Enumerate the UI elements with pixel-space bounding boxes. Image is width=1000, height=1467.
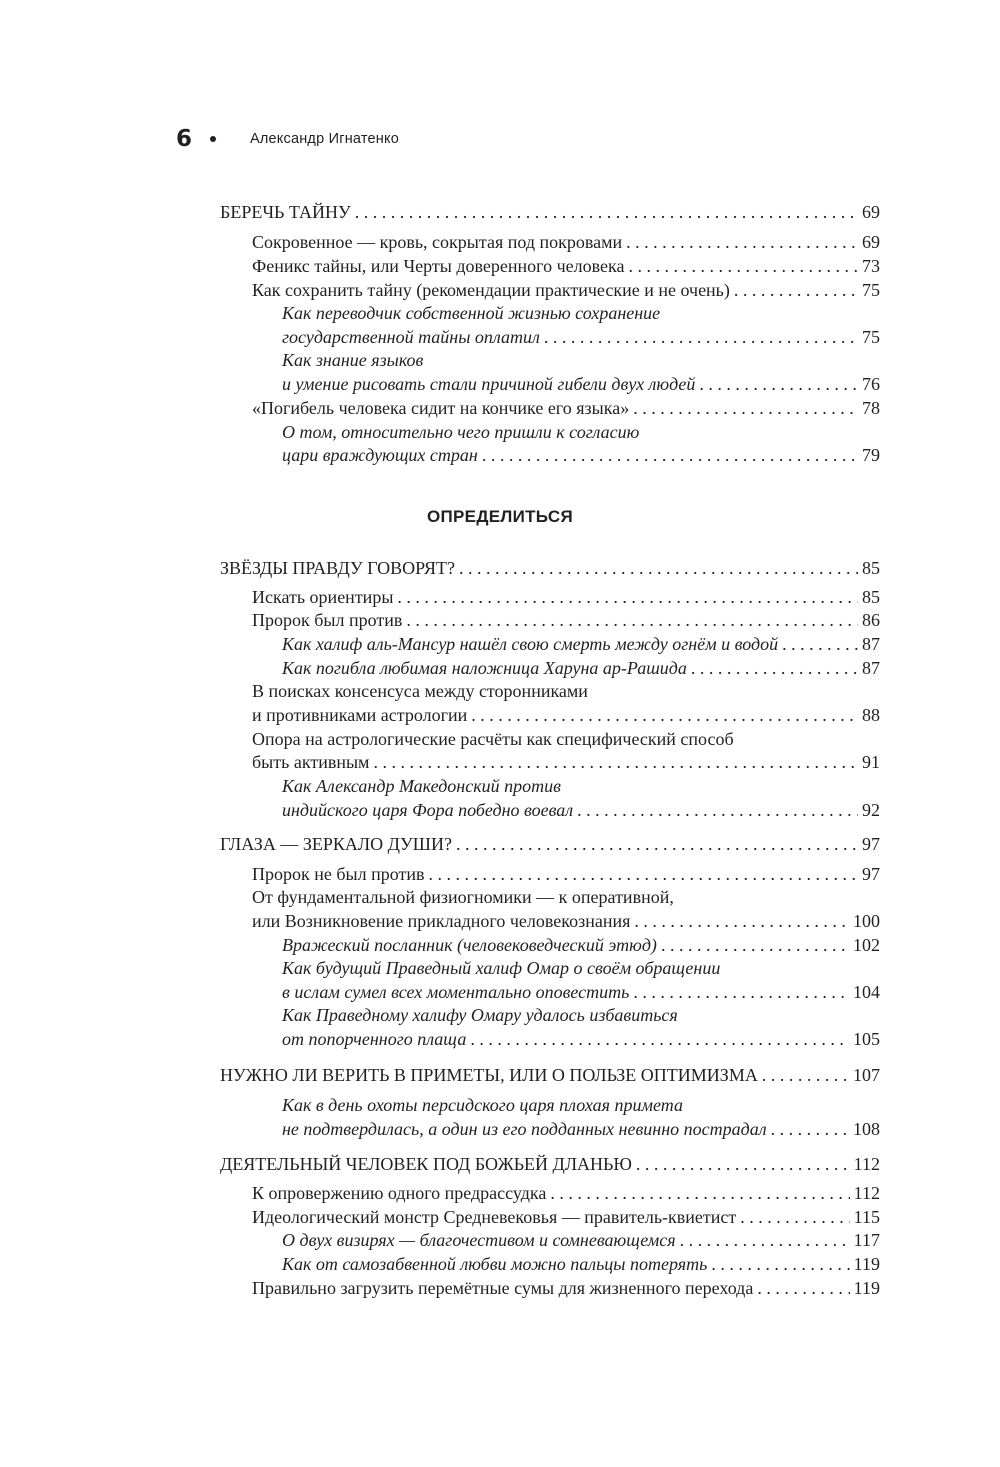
toc-story	[282, 774, 880, 798]
toc-entry-page: 112	[853, 1183, 880, 1203]
toc-story	[282, 1027, 880, 1051]
toc-entry-page: 97	[862, 834, 880, 854]
toc-entry-page: 79	[862, 445, 880, 465]
toc-entry-title: Пророк был против	[252, 610, 403, 630]
toc-entry-page: 108	[853, 1119, 880, 1139]
toc-entry-title: и умение рисовать стали причиной гибели двух людей	[282, 374, 696, 394]
toc-story	[282, 325, 880, 349]
toc-subsection	[252, 230, 880, 254]
toc-entry-title: Как сохранить тайну (рекомендации практические и не очень)	[252, 280, 730, 300]
toc-entry-title: Как Праведному халифу Омару удалось избавиться	[282, 1005, 678, 1025]
toc-entry-page: 88	[862, 705, 880, 725]
toc-subsection	[252, 909, 880, 933]
toc-entry-title: в ислам сумел всех моментально оповестить	[282, 982, 630, 1002]
toc-subsection	[252, 885, 880, 909]
toc-entry-title: О двух визирях — благочестивом и сомневающемся	[282, 1230, 676, 1250]
toc-entry-title: О том, относительно чего пришли к согласию	[282, 422, 640, 442]
toc-story	[282, 656, 880, 680]
section-title: ОПРЕДЕЛИТЬСЯ	[427, 507, 573, 526]
toc-story	[282, 372, 880, 396]
toc-entry-title: цари враждующих стран	[282, 445, 478, 465]
toc-entry-title: НУЖНО ЛИ ВЕРИТЬ В ПРИМЕТЫ, ИЛИ О ПОЛЬЗЕ ОПТИМИЗМА	[220, 1065, 758, 1085]
toc-entry-page: 97	[862, 864, 880, 884]
toc-entry-page: 75	[862, 327, 880, 347]
toc-story	[282, 933, 880, 957]
toc-entry-title: Как будущий Праведный халиф Омар о своём обращении	[282, 958, 721, 978]
toc-entry-title: Феникс тайны, или Черты доверенного человека	[252, 256, 625, 276]
toc-entry-title: Как переводчик собственной жизнью сохранение	[282, 303, 661, 323]
toc-entry-title: Сокровенное — кровь, сокрытая под покровами	[252, 232, 623, 252]
toc-subsection	[252, 1181, 880, 1205]
toc-entry-title: государственной тайны оплатил	[282, 327, 540, 347]
toc-entry-title: В поисках консенсуса между сторонниками	[252, 681, 588, 701]
toc-subsection	[252, 703, 880, 727]
toc-entry-page: 92	[862, 800, 880, 820]
toc-entry-page: 102	[853, 935, 880, 955]
toc-entry-title: Как халиф аль-Мансур нашёл свою смерть между огнём и водой	[282, 634, 779, 654]
page-number: 6	[176, 126, 193, 152]
toc-entry-title: Как знание языков	[282, 350, 424, 370]
toc-entry-page: 100	[853, 911, 880, 931]
running-header	[176, 124, 399, 154]
toc-story	[282, 956, 880, 980]
toc-entry-page: 119	[853, 1254, 880, 1274]
toc-subsection	[252, 278, 880, 302]
toc-entry-title: Вражеский посланник (человековедческий этюд)	[282, 935, 657, 955]
toc-entry-page: 87	[862, 658, 880, 678]
toc-entry-title: Как от самозабвенной любви можно пальцы потерять	[282, 1254, 708, 1274]
toc-entry-page: 86	[862, 610, 880, 630]
toc-subsection	[252, 679, 880, 703]
toc-chapter	[220, 200, 880, 224]
toc-entry-title: Опора на астрологические расчёты как специфический способ	[252, 729, 734, 749]
toc-entry-page: 87	[862, 634, 880, 654]
toc-story	[282, 1003, 880, 1027]
toc-entry-title: ДЕЯТЕЛЬНЫЙ ЧЕЛОВЕК ПОД БОЖЬЕЙ ДЛАНЬЮ	[220, 1154, 632, 1174]
toc-story	[282, 1093, 880, 1117]
toc-chapter	[220, 1152, 880, 1176]
toc-story	[282, 1228, 880, 1252]
toc-story	[282, 420, 880, 444]
toc-entry-title: Как погибла любимая наложница Харуна ар-Рашида	[282, 658, 687, 678]
toc-entry-title: Идеологический монстр Средневековья — правитель-квиетист	[252, 1207, 737, 1227]
running-header-author: Александр Игнатенко	[250, 131, 399, 147]
toc-entry-title: индийского царя Фора победно воевал	[282, 800, 574, 820]
toc-entry-title: БЕРЕЧЬ ТАЙНУ	[220, 202, 351, 222]
toc-entry-title: Искать ориентиры	[252, 587, 394, 607]
toc-chapter	[220, 556, 880, 580]
toc-entry-page: 78	[862, 398, 880, 418]
toc-story	[282, 1252, 880, 1276]
toc-entry-title: «Погибель человека сидит на кончике его языка»	[252, 398, 630, 418]
toc-subsection	[252, 608, 880, 632]
toc-entry-page: 117	[853, 1230, 880, 1250]
toc-chapter	[220, 832, 880, 856]
toc-entry-title: не подтвердилась, а один из его подданных невинно пострадал	[282, 1119, 767, 1139]
toc-entry-page: 69	[862, 232, 880, 252]
toc-entry-page: 104	[853, 982, 880, 1002]
toc-story	[282, 1117, 880, 1141]
toc-entry-page: 69	[862, 202, 880, 222]
toc-story	[282, 443, 880, 467]
toc-entry-page: 75	[862, 280, 880, 300]
toc-entry-page: 107	[853, 1065, 880, 1085]
toc-entry-page: 91	[862, 752, 880, 772]
toc-subsection	[252, 1205, 880, 1229]
toc-entry-title: быть активным	[252, 752, 370, 772]
toc-entry-title: К опровержению одного предрассудка	[252, 1183, 547, 1203]
toc-entry-title: или Возникновение прикладного человекознания	[252, 911, 631, 931]
toc-entry-page: 112	[853, 1154, 880, 1174]
toc-entry-title: Пророк не был против	[252, 864, 425, 884]
toc-entry-page: 105	[853, 1029, 880, 1049]
toc-entry-page: 119	[853, 1278, 880, 1298]
toc-story	[282, 348, 880, 372]
toc-story	[282, 301, 880, 325]
toc-entry-title: Как в день охоты персидского царя плохая примета	[282, 1095, 683, 1115]
toc-entry-page: 76	[862, 374, 880, 394]
toc-entry-title: ЗВЁЗДЫ ПРАВДУ ГОВОРЯТ?	[220, 558, 456, 578]
toc-entry-title: Правильно загрузить перемётные сумы для жизненного перехода	[252, 1278, 754, 1298]
toc-entry-title: и противниками астрологии	[252, 705, 468, 725]
toc-entry-page: 115	[853, 1207, 880, 1227]
toc-entry-page: 85	[862, 558, 880, 578]
header-bullet-icon	[210, 136, 216, 142]
toc-story	[282, 980, 880, 1004]
toc-entry-page: 85	[862, 587, 880, 607]
toc-subsection	[252, 254, 880, 278]
toc-entry-title: Как Александр Македонский против	[282, 776, 561, 796]
toc-subsection	[252, 750, 880, 774]
toc-subsection	[252, 727, 880, 751]
toc-subsection	[252, 1276, 880, 1300]
toc-entry-title: от попорченного плаща	[282, 1029, 467, 1049]
toc-entry-page: 73	[862, 256, 880, 276]
toc-subsection	[252, 585, 880, 609]
toc-entry-title: От фундаментальной физиогномики — к оперативной,	[252, 887, 674, 907]
toc-subsection	[252, 862, 880, 886]
toc-chapter	[220, 1063, 880, 1087]
toc-subsection	[252, 396, 880, 420]
toc-story	[282, 798, 880, 822]
toc-entry-title: ГЛАЗА — ЗЕРКАЛО ДУШИ?	[220, 834, 452, 854]
toc-story	[282, 632, 880, 656]
